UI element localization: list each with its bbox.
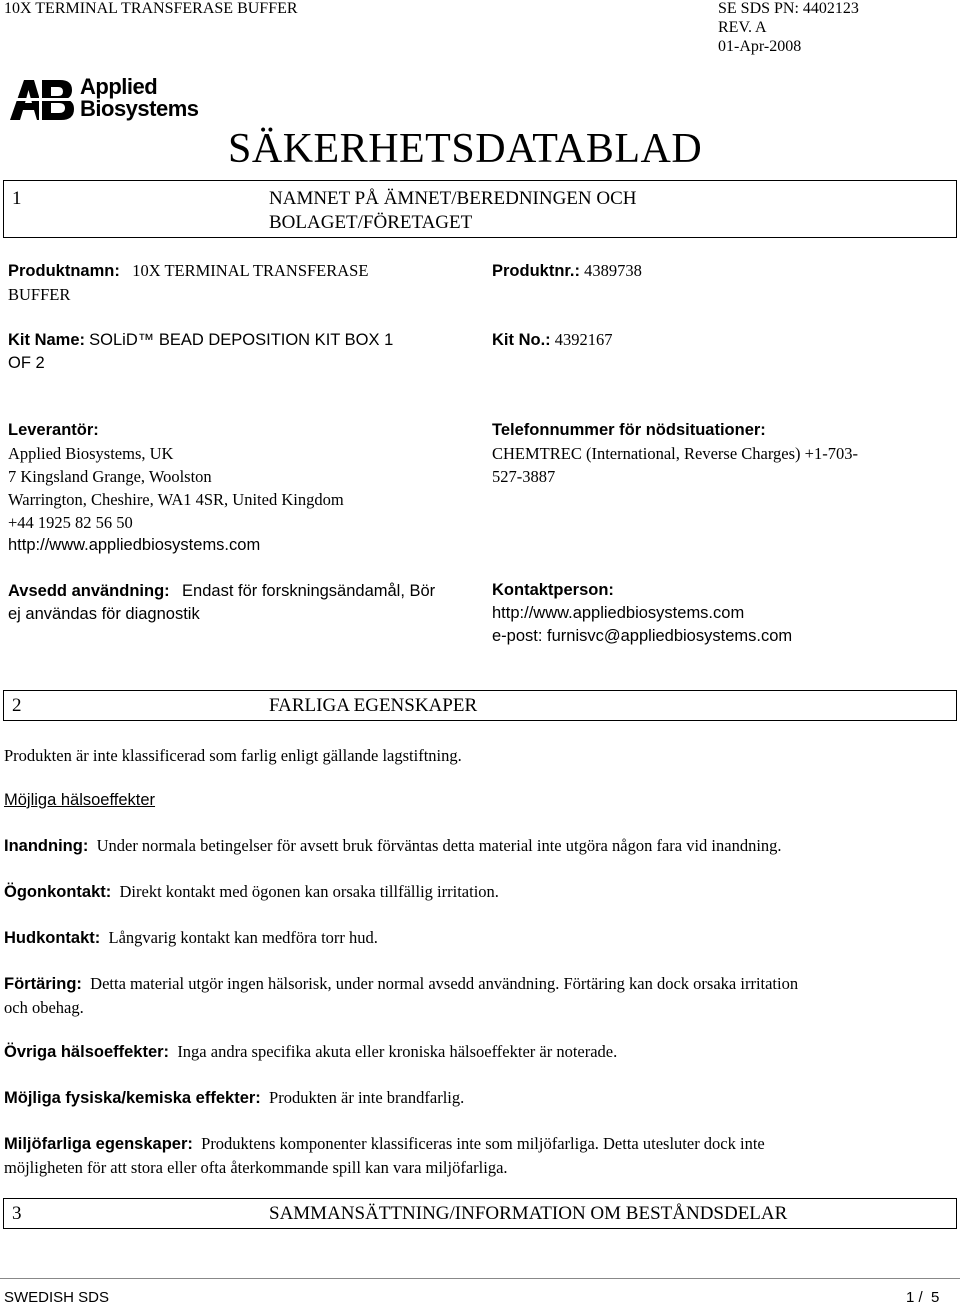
header-revision: REV. A [718,19,767,36]
contact-email: e-post: furnisvc@appliedbiosystems.com [492,627,793,645]
eye-contact-row [4,880,956,904]
inhalation-row [4,834,956,858]
logo-text-biosystems: Biosystems [80,96,199,121]
page-current: 1 [906,1289,915,1306]
product-name-label: Produktnamn: [8,262,120,280]
eye-contact-label: Ögonkontakt: [4,883,112,901]
section-1-number: 1 [12,188,22,209]
page-total: 5 [931,1289,940,1306]
supplier-block [8,419,478,557]
product-name-block [8,259,478,306]
ab-logo-mark-icon [8,76,76,122]
contact-label: Kontaktperson: [492,581,614,599]
other-effects-text: Inga andra specifika akuta eller kroniska hälsoeffekter är noterade. [177,1042,618,1061]
section-1-header [3,180,957,238]
product-name-value: 10X TERMINAL TRANSFERASE [132,261,369,280]
document-title: SÄKERHETSDATABLAD [228,126,703,172]
kit-no-label: Kit No.: [492,331,551,349]
emergency-block [492,419,942,488]
product-name-value-line2: BUFFER [8,285,71,304]
kit-name-block [8,328,478,375]
section-1-title-line1: NAMNET PÅ ÄMNET/BEREDNINGEN OCH [269,188,637,209]
footer-divider [0,1278,960,1279]
contact-block [492,579,942,648]
physical-effects-label: Möjliga fysiska/kemiska effekter: [4,1089,261,1107]
product-nr-block [492,259,942,283]
inhalation-label: Inandning: [4,837,89,855]
skin-contact-row [4,926,956,950]
section-2-number: 2 [12,695,22,716]
environmental-row [4,1132,956,1179]
page-separator: / [918,1289,923,1306]
header-sds-pn: SE SDS PN: 4402123 [718,0,859,17]
emergency-line2: 527-3887 [492,467,556,486]
emergency-line1: CHEMTREC (International, Reverse Charges) +1-703- [492,444,858,463]
skin-contact-text: Långvarig kontakt kan medföra torr hud. [108,928,378,947]
intended-use-block [8,579,478,626]
supplier-label: Leverantör: [8,421,99,439]
supplier-line: +44 1925 82 56 50 [8,513,133,532]
physical-effects-text: Produkten är inte brandfarlig. [269,1088,465,1107]
footer-page-number [906,1289,939,1307]
skin-contact-label: Hudkontakt: [4,929,101,947]
kit-name-value-line2: OF 2 [8,354,45,372]
intended-use-value-line2: ej användas för diagnostik [8,605,200,623]
applied-biosystems-logo [8,76,213,126]
other-effects-row [4,1040,956,1064]
section-3-number: 3 [12,1203,22,1224]
supplier-website: http://www.appliedbiosystems.com [8,536,261,554]
footer-label: SWEDISH SDS [4,1289,110,1306]
section-2-title: FARLIGA EGENSKAPER [269,695,478,716]
other-effects-label: Övriga hälsoeffekter: [4,1043,170,1061]
kit-no-value: 4392167 [554,330,613,349]
product-nr-label: Produktnr.: [492,262,581,280]
ingestion-text: Detta material utgör ingen hälsorisk, under normal avsedd användning. Förtäring kan dock orsaka irritation [90,974,799,993]
section-1-title [269,187,637,235]
environmental-text-line2: möjligheten för att stora eller ofta återkommande spill kan vara miljöfarliga. [4,1158,508,1177]
contact-website: http://www.appliedbiosystems.com [492,604,745,622]
section-3-title: SAMMANSÄTTNING/INFORMATION OM BESTÅNDSDELAR [269,1203,788,1224]
eye-contact-text: Direkt kontakt med ögonen kan orsaka tillfällig irritation. [119,882,499,901]
environmental-text: Produktens komponenter klassificeras inte som miljöfarliga. Detta utesluter dock inte [201,1134,765,1153]
kit-no-block [492,328,942,352]
section-2-header [3,690,957,721]
emergency-label: Telefonnummer för nödsituationer: [492,421,766,439]
product-nr-value: 4389738 [584,261,642,280]
section-1-title-line2: BOLAGET/FÖRETAGET [269,212,473,233]
intended-use-label: Avsedd användning: [8,582,170,600]
ingestion-text-line2: och obehag. [4,998,84,1017]
supplier-line: Warrington, Cheshire, WA1 4SR, United Kingdom [8,490,344,509]
section-2-intro: Produkten är inte klassificerad som farlig enligt gällande lagstiftning. [4,746,462,765]
health-effects-heading: Möjliga hälsoeffekter [4,791,156,809]
supplier-line: 7 Kingsland Grange, Woolston [8,467,212,486]
ingestion-row [4,972,956,1019]
intended-use-value: Endast för forskningsändamål, Bör [182,582,436,600]
physical-effects-row [4,1086,956,1110]
header-product-name: 10X TERMINAL TRANSFERASE BUFFER [4,0,298,17]
kit-name-value: SOLiD™ BEAD DEPOSITION KIT BOX 1 [89,331,394,349]
ingestion-label: Förtäring: [4,975,82,993]
section-3-header [3,1198,957,1229]
header-date: 01-Apr-2008 [718,38,802,55]
kit-name-label: Kit Name: [8,331,86,349]
logo-text-applied: Applied [80,74,158,99]
supplier-line: Applied Biosystems, UK [8,444,174,463]
environmental-label: Miljöfarliga egenskaper: [4,1135,193,1153]
inhalation-text: Under normala betingelser för avsett bruk förväntas detta material inte utgöra någon fara vid inandning. [96,836,782,855]
